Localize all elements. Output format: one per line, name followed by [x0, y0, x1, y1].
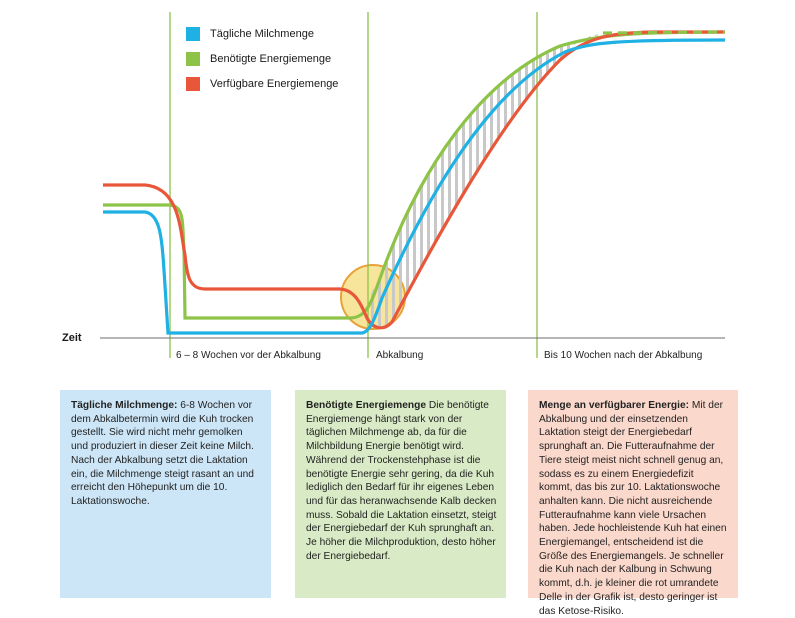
legend-label-avail: Verfügbare Energiemenge [210, 78, 339, 90]
energy-deficit-area [368, 34, 605, 327]
legend-swatch-avail [186, 77, 200, 91]
legend-label-milk: Tägliche Milchmenge [210, 28, 314, 40]
legend-swatch-need [186, 52, 200, 66]
legend-swatch-milk [186, 27, 200, 41]
legend-label-need: Benötigte Energiemenge [210, 53, 332, 65]
phase-label-dry: 6 – 8 Wochen vor der Abkalbung [176, 350, 321, 361]
legend-item-need [186, 47, 338, 71]
phase-label-10-weeks: Bis 10 Wochen nach der Abkalbung [544, 350, 703, 361]
info-box-need [295, 390, 506, 598]
info-box-avail [528, 390, 738, 617]
info-box-avail-text: Mit der Abkalbung und der einsetzenden Laktation steigt der Energiebedarf sprunghaft an. Die Futteraufnahme der Tiere steigt meist nicht schnell genug an, sodass es zu einem Energiedefizit kommt, das bis zur 10. Laktationswoche anhalten kann. Die nicht ausreichende Futteraufnahme kann viele Ursachen haben. Jede hochleistende Kuh hat einen Energiemangel, entscheidend ist die Größe des Energiemangels. Je schneller die Kuh nach der Kalbung in Schwung kommt, d.h. je kleiner die rot umrandete Delle in der Grafik ist, desto geringer ist das Ketose-Risiko. [539, 400, 727, 617]
phase-label-calving: Abkalbung [376, 350, 424, 361]
legend-item-avail [186, 72, 338, 96]
legend [186, 22, 338, 97]
info-box-milk-text: 6-8 Wochen vor dem Abkalbetermin wird die Kuh trocken gestellt. Sie wird nicht mehr gemolken und produziert in dieser Zeit keine Milch. Nach der Abkalbung setzt die Laktation ein, die Milchmenge steigt rasant an und erreicht den Höhepunkt um die 10. Laktationswoche. [71, 400, 254, 507]
info-box-need-title: Benötigte Energiemenge [306, 400, 427, 411]
axis-label-time: Zeit [62, 332, 82, 344]
info-box-milk [60, 390, 271, 598]
info-box-milk-title: Tägliche Milchmenge: [71, 400, 178, 411]
legend-item-milk [186, 22, 338, 46]
info-box-need-text: Die benötigte Energiemenge hängt stark von der täglichen Milchmenge ab, da für die Milchbildung Energie benötigt wird. Während der Trockenstehphase ist die benötigte Energie sehr gering, da die Kuh lediglich den Bedarf für ihr eigenes Leben und für das heranwachsende Kalb decken muss. Sobald die Laktation einsetzt, steigt der Energiebedarf der Kuh sprunghaft an. Je höher die Milchproduktion, desto höher der Energiebedarf. [306, 400, 497, 562]
info-box-avail-title: Menge an verfügbarer Energie: [539, 400, 690, 411]
